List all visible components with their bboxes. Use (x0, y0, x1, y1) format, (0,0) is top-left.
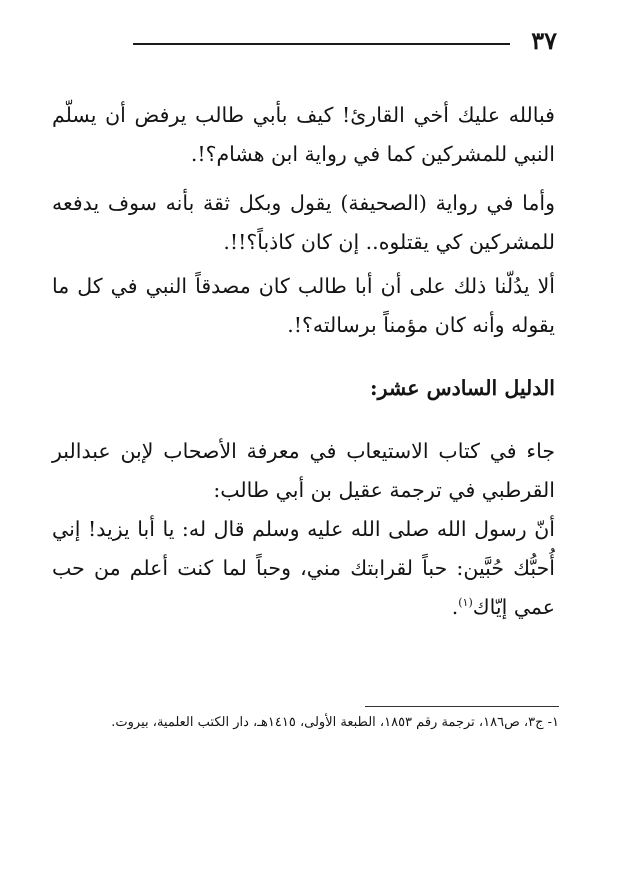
footnote-rule (365, 706, 559, 707)
paragraph-1: فبالله عليك أخي القارئ! كيف بأبي طالب يرفض أن يسلّم النبي للمشركين كما في رواية ابن هشام؟!. (52, 103, 555, 166)
page-header (0, 26, 617, 56)
section-intro: جاء في كتاب الاستيعاب في معرفة الأصحاب لإبن عبدالبر القرطبي في ترجمة عقيل بن أبي طالب: (52, 439, 555, 502)
quote-text: أنّ رسول الله صلى الله عليه وسلم قال له: يا أبا يزيد! إني أُحبُّك حُبَّين: حباً لقرابتك مني، وحباً لما كنت أعلم من حب عمي إيّاك (52, 517, 555, 619)
quote-end: . (451, 595, 459, 619)
footnote-ref: (١) (458, 596, 473, 610)
section-quote (52, 510, 555, 627)
body-text (52, 96, 555, 627)
section-heading: الدليل السادس عشر: (370, 376, 555, 400)
paragraph-3: ألا يدُلّنا ذلك على أن أبا طالب كان مصدقاً النبي في كل ما يقوله وأنه كان مؤمناً برسالته؟!. (52, 274, 555, 337)
paragraph-2: وأما في رواية (الصحيفة) يقول وبكل ثقة بأنه سوف يدفعه للمشركين كي يقتلوه.. إن كان كاذباً؟!!. (52, 191, 555, 254)
footnote: ١- ج٣، ص١٨٦، ترجمة رقم ١٨٥٣، الطبعة الأولى، ١٤١٥هـ، دار الكتب العلمية، بيروت. (111, 715, 559, 730)
page-number: ٣٧ (531, 26, 557, 55)
header-rule (133, 43, 510, 45)
